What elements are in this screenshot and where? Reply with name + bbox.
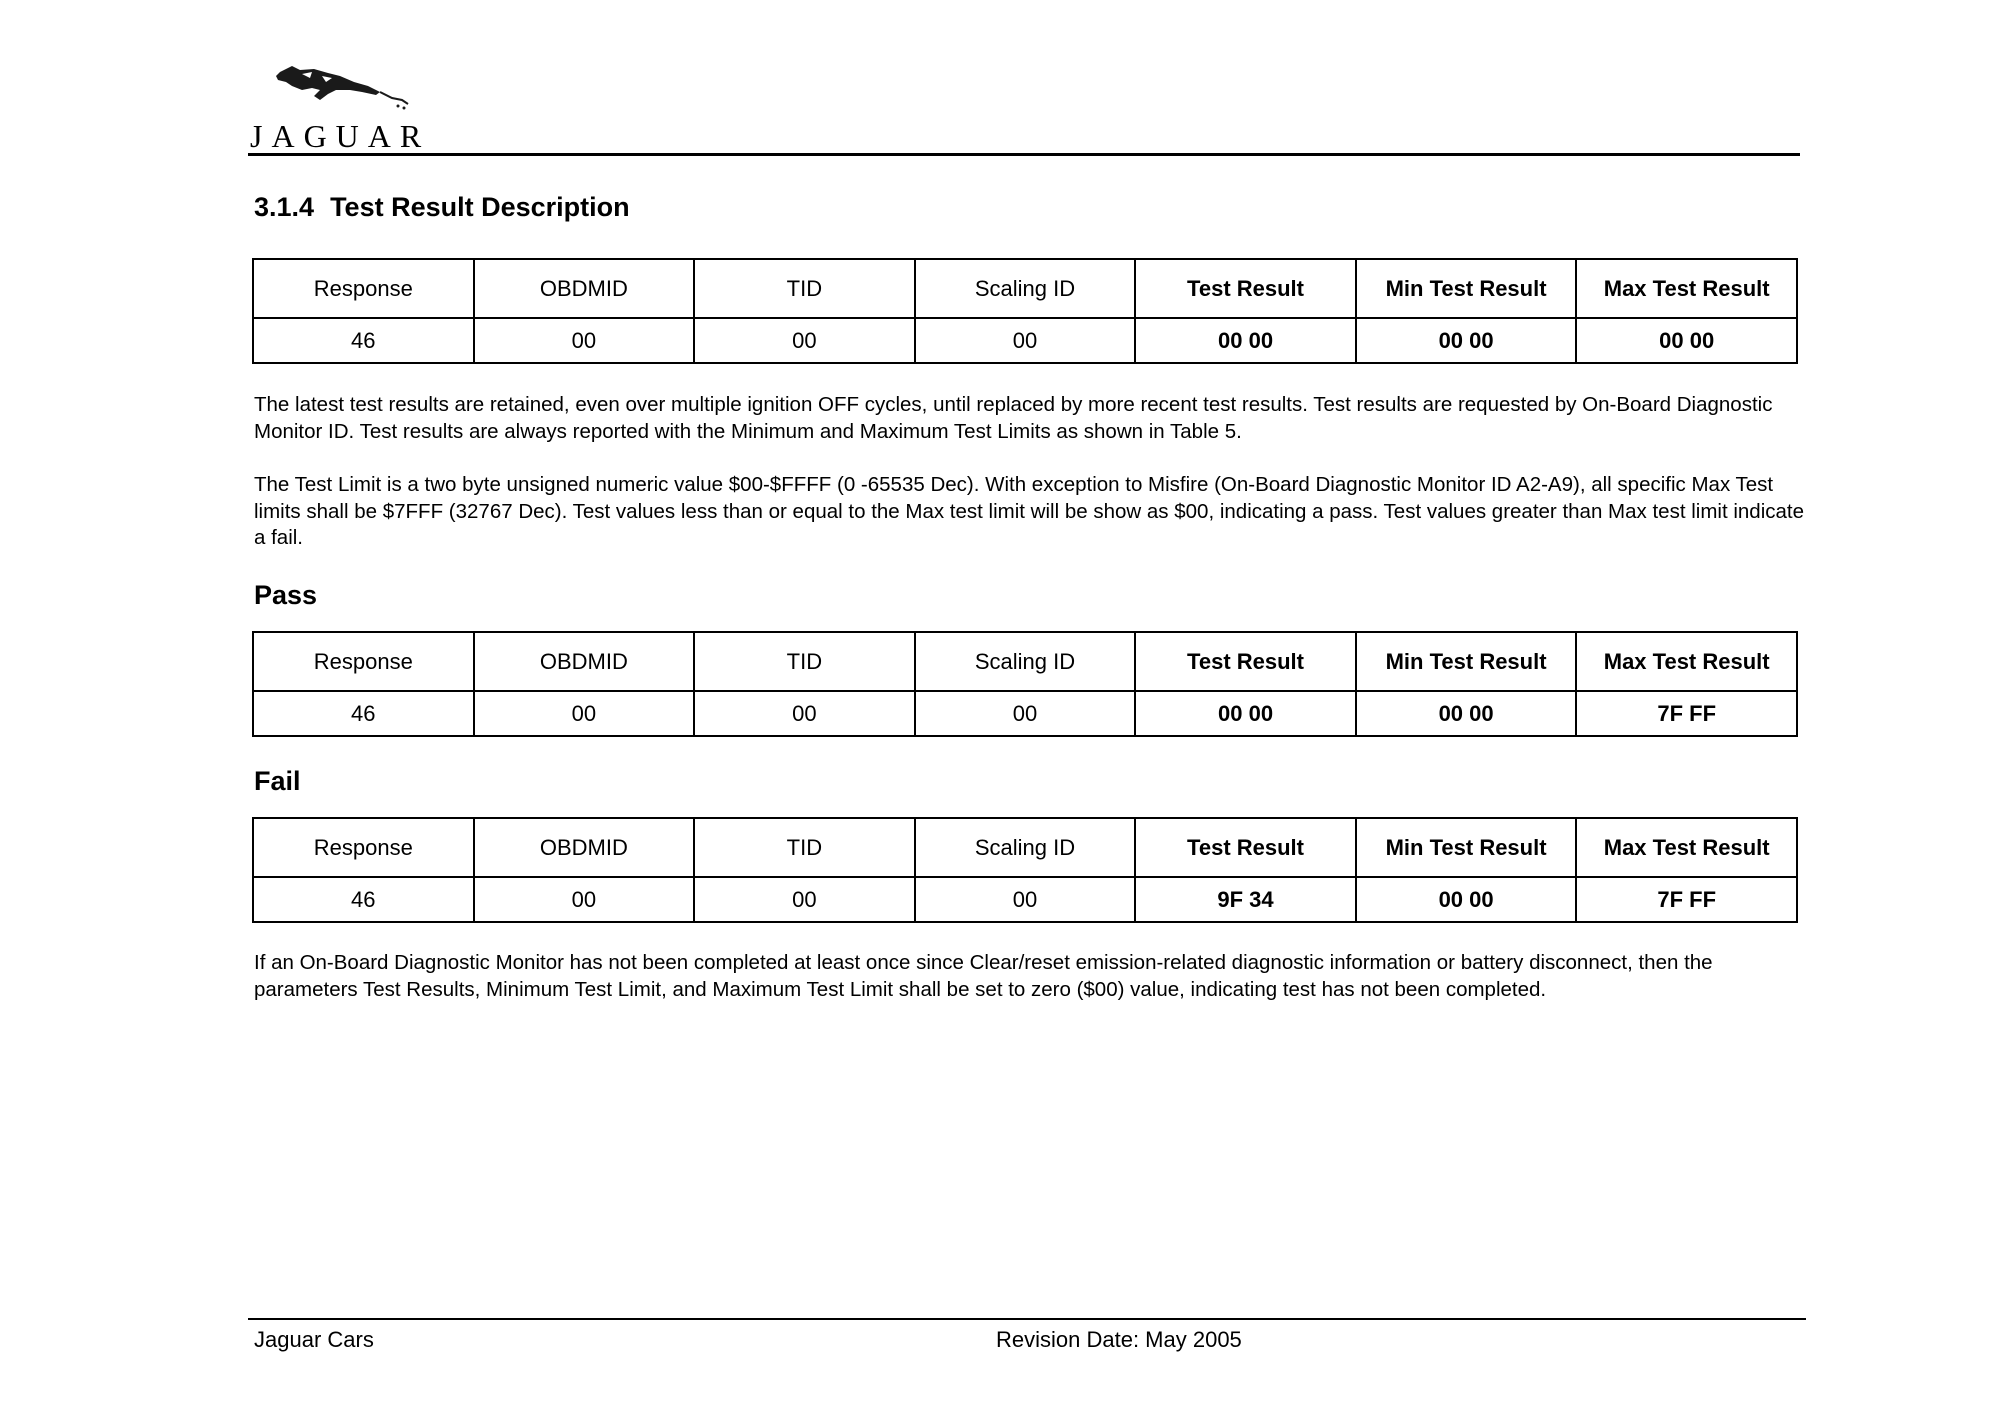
column-header: Test Result	[1135, 259, 1356, 318]
table-cell: 00	[694, 877, 915, 922]
column-header: Test Result	[1135, 818, 1356, 877]
table-cell: 00	[915, 318, 1136, 363]
table-cell: 46	[253, 691, 474, 736]
footer-revision-date: Revision Date: May 2005	[996, 1327, 1242, 1352]
table-cell: 00 00	[1356, 877, 1577, 922]
column-header: OBDMID	[474, 632, 695, 691]
column-header: OBDMID	[474, 818, 695, 877]
column-header: Max Test Result	[1576, 632, 1797, 691]
leaping-jaguar-icon	[262, 60, 422, 120]
table-cell: 00	[915, 691, 1136, 736]
column-header: Test Result	[1135, 632, 1356, 691]
table-row	[253, 877, 1797, 922]
table-cell: 00 00	[1135, 691, 1356, 736]
column-header: Response	[253, 818, 474, 877]
table-header-row	[253, 818, 1797, 877]
table-row	[253, 318, 1797, 363]
column-header: Scaling ID	[915, 259, 1136, 318]
table-cell: 00	[915, 877, 1136, 922]
section-number: 3.1.4	[254, 192, 315, 222]
table-cell: 00	[474, 877, 695, 922]
section-title	[254, 192, 630, 223]
column-header: Response	[253, 632, 474, 691]
column-header: Scaling ID	[915, 818, 1136, 877]
jaguar-logo	[250, 60, 435, 155]
footer-rule	[248, 1318, 1806, 1320]
section-title-text: Test Result Description	[330, 192, 630, 222]
fail-table	[252, 817, 1798, 923]
pass-heading: Pass	[254, 580, 318, 610]
column-header: Max Test Result	[1576, 259, 1797, 318]
table-cell: 00 00	[1135, 318, 1356, 363]
brand-wordmark: JAGUAR	[250, 118, 431, 154]
table-cell: 46	[253, 877, 474, 922]
column-header: Response	[253, 259, 474, 318]
column-header: TID	[694, 632, 915, 691]
table-header-row	[253, 259, 1797, 318]
table-cell: 9F 34	[1135, 877, 1356, 922]
table-cell: 00	[474, 318, 695, 363]
column-header: Min Test Result	[1356, 259, 1577, 318]
table-cell: 00	[694, 318, 915, 363]
column-header: Scaling ID	[915, 632, 1136, 691]
table-cell: 7F FF	[1576, 691, 1797, 736]
table-header-row	[253, 632, 1797, 691]
column-header: Min Test Result	[1356, 632, 1577, 691]
paragraph-retention: The latest test results are retained, even over multiple ignition OFF cycles, until replaced by more recent test results. Test results are requested by On-Board Diagnostic Monitor ID. Test results are always reported with the Minimum and Maximum Test Limits as shown in Table 5.	[254, 393, 1773, 443]
column-header: TID	[694, 818, 915, 877]
header-rule	[248, 153, 1800, 156]
fail-heading: Fail	[254, 766, 301, 796]
footer-company: Jaguar Cars	[254, 1327, 374, 1352]
column-header: Max Test Result	[1576, 818, 1797, 877]
table-cell: 00 00	[1356, 691, 1577, 736]
pass-table	[252, 631, 1798, 737]
table-cell: 00	[474, 691, 695, 736]
table-cell: 00 00	[1576, 318, 1797, 363]
paragraph-test-limit: The Test Limit is a two byte unsigned numeric value $00-$FFFF (0 -65535 Dec). With exception to Misfire (On-Board Diagnostic Monitor ID A2-A9), all specific Max Test limits shall be $7FFF (32767 Dec). Test values less than or equal to the Max test limit will be show as $00, indicating a pass. Test values greater than Max test limit indicate a fail.	[254, 473, 1805, 549]
paragraph-not-completed: If an On-Board Diagnostic Monitor has not been completed at least once since Clear/reset emission-related diagnostic information or battery disconnect, then the parameters Test Results, Minimum Test Limit, and Maximum Test Limit shall be set to zero ($00) value, indicating test has not been completed.	[254, 951, 1713, 1001]
table-cell: 46	[253, 318, 474, 363]
test-result-table	[252, 258, 1798, 364]
table-cell: 7F FF	[1576, 877, 1797, 922]
column-header: TID	[694, 259, 915, 318]
table-cell: 00 00	[1356, 318, 1577, 363]
table-row	[253, 691, 1797, 736]
column-header: Min Test Result	[1356, 818, 1577, 877]
column-header: OBDMID	[474, 259, 695, 318]
table-cell: 00	[694, 691, 915, 736]
